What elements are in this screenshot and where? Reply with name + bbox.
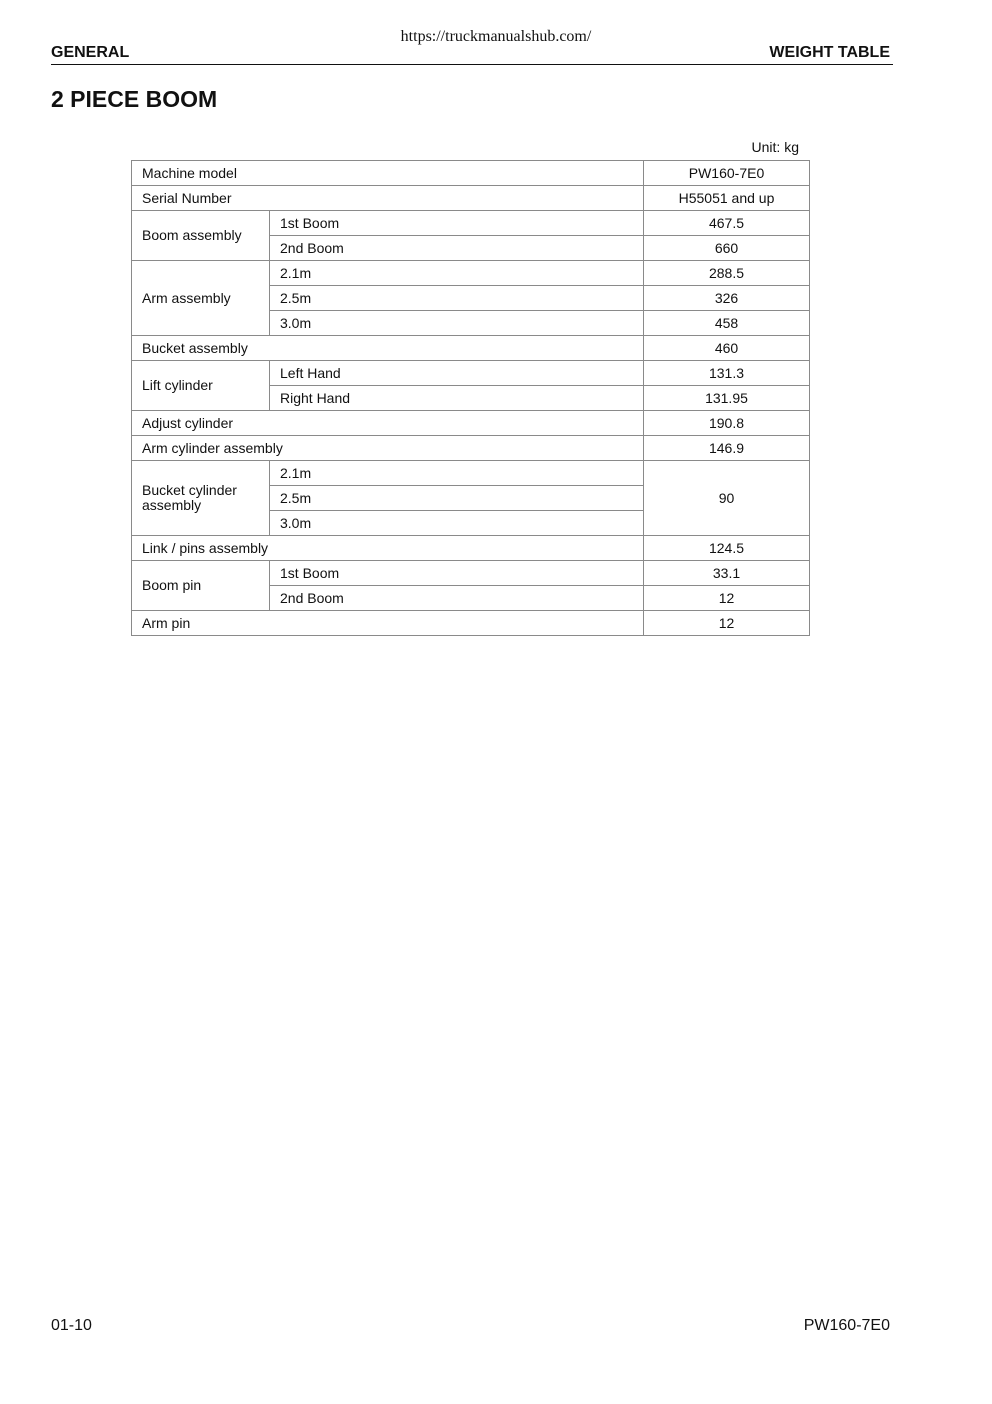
sub-label: 2.1m: [270, 461, 644, 486]
unit-label: Unit: kg: [751, 139, 799, 155]
group-label: Bucket cylinder assembly: [132, 461, 270, 536]
header-topic: WEIGHT TABLE: [769, 44, 890, 61]
row-value: 12: [644, 586, 810, 611]
row-value: 131.3: [644, 361, 810, 386]
row-value: 458: [644, 311, 810, 336]
table-row: [132, 161, 810, 186]
row-value: PW160-7E0: [644, 161, 810, 186]
table-row: [132, 361, 810, 386]
row-value: H55051 and up: [644, 186, 810, 211]
sub-label: 3.0m: [270, 511, 644, 536]
page-number: 01-10: [51, 1317, 92, 1334]
table-row: [132, 611, 810, 636]
group-label: Arm assembly: [132, 261, 270, 336]
footer-model: PW160-7E0: [803, 1317, 890, 1334]
row-label: Serial Number: [132, 186, 644, 211]
row-value: 131.95: [644, 386, 810, 411]
row-value: 12: [644, 611, 810, 636]
sub-label: 2nd Boom: [270, 586, 644, 611]
row-label: Arm pin: [132, 611, 644, 636]
sub-label: 2.1m: [270, 261, 644, 286]
row-value: 460: [644, 336, 810, 361]
sub-label: Right Hand: [270, 386, 644, 411]
row-value: 660: [644, 236, 810, 261]
row-label: Bucket assembly: [132, 336, 644, 361]
table-row: [132, 536, 810, 561]
group-label: Boom assembly: [132, 211, 270, 261]
row-label: Arm cylinder assembly: [132, 436, 644, 461]
source-url: https://truckmanualshub.com/: [400, 28, 592, 45]
header-section: GENERAL: [51, 44, 130, 61]
sub-label: 3.0m: [270, 311, 644, 336]
table-row: [132, 461, 810, 486]
row-label: Link / pins assembly: [132, 536, 644, 561]
weight-table: [131, 160, 810, 636]
table-row: [132, 211, 810, 236]
row-value: 146.9: [644, 436, 810, 461]
row-label: Machine model: [132, 161, 644, 186]
sub-label: 2.5m: [270, 486, 644, 511]
table-row: [132, 561, 810, 586]
table-row: [132, 186, 810, 211]
table-row: [132, 261, 810, 286]
table-row: [132, 336, 810, 361]
row-value: 288.5: [644, 261, 810, 286]
header-divider: [51, 64, 893, 65]
row-label: Adjust cylinder: [132, 411, 644, 436]
page-title: 2 PIECE BOOM: [51, 86, 218, 112]
table-row: [132, 436, 810, 461]
table-row: [132, 411, 810, 436]
group-label: Boom pin: [132, 561, 270, 611]
sub-label: Left Hand: [270, 361, 644, 386]
row-value: 190.8: [644, 411, 810, 436]
row-value: 90: [644, 461, 810, 536]
row-value: 124.5: [644, 536, 810, 561]
group-label: Lift cylinder: [132, 361, 270, 411]
row-value: 467.5: [644, 211, 810, 236]
sub-label: 1st Boom: [270, 211, 644, 236]
row-value: 33.1: [644, 561, 810, 586]
sub-label: 2.5m: [270, 286, 644, 311]
sub-label: 2nd Boom: [270, 236, 644, 261]
sub-label: 1st Boom: [270, 561, 644, 586]
row-value: 326: [644, 286, 810, 311]
